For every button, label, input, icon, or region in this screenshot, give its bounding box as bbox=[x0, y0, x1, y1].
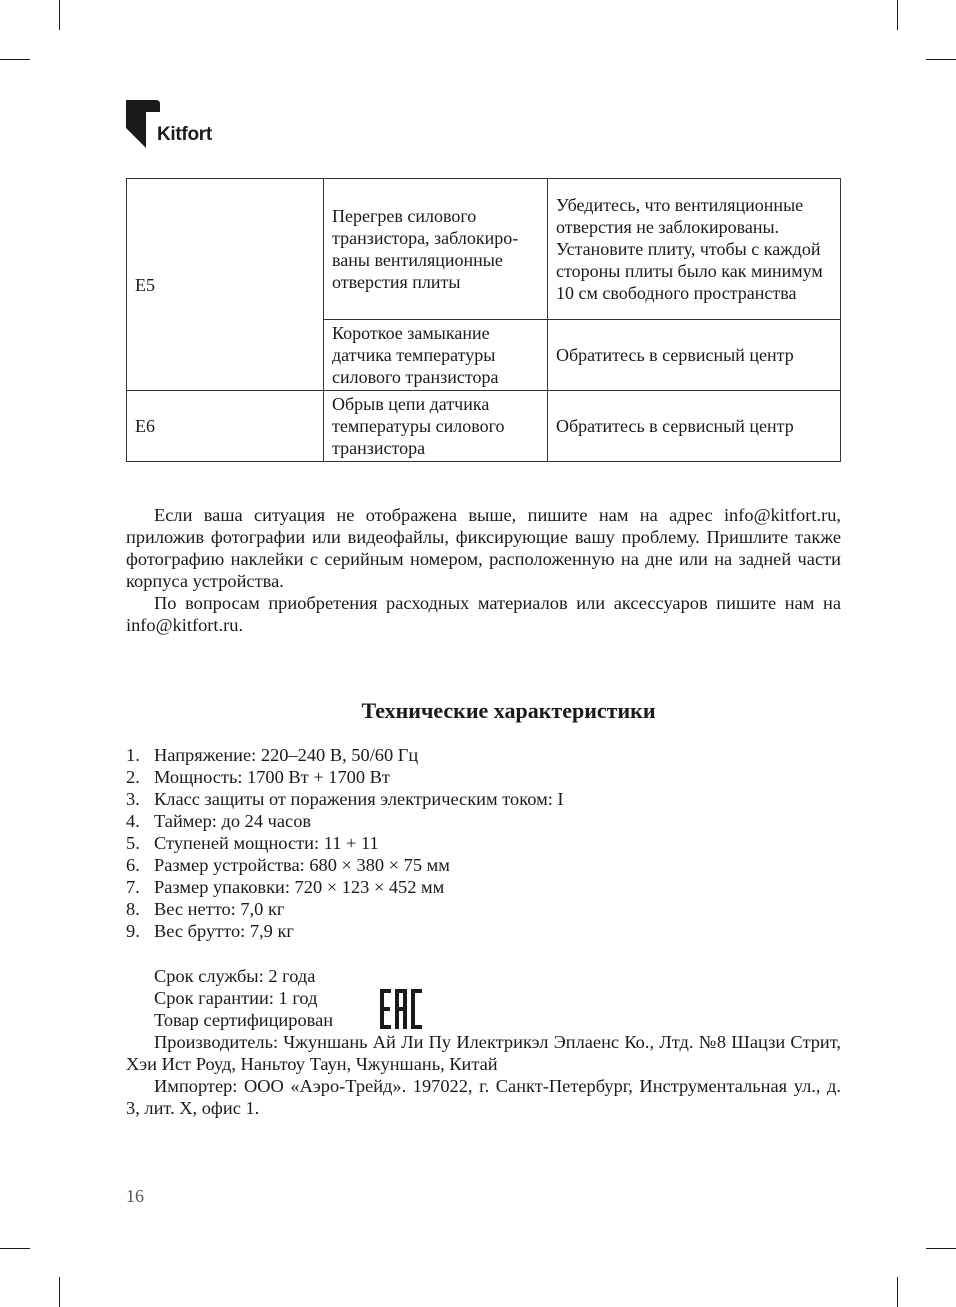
error-solution: Убедитесь, что вентиляционные отверстия не заблокированы. Установите плиту, чтобы с каждой стороны плиты было как минимум 10 см свободного пространства bbox=[548, 179, 841, 320]
list-number: 7. bbox=[126, 877, 140, 897]
brand-name: Kitfort bbox=[157, 124, 212, 145]
list-text: Таймер: до 24 часов bbox=[154, 811, 312, 831]
manufacturer-paragraph bbox=[126, 1031, 841, 1119]
warranty-period: Срок гарантии: 1 год bbox=[154, 988, 318, 1008]
list-number: 3. bbox=[126, 789, 140, 809]
crop-mark bbox=[926, 59, 956, 60]
error-cause: Короткое замыкание датчика температуры силового транзистора bbox=[324, 320, 548, 391]
table-row bbox=[127, 391, 841, 462]
crop-mark bbox=[897, 1277, 898, 1307]
list-item bbox=[126, 898, 564, 920]
crop-mark bbox=[897, 0, 898, 30]
list-item bbox=[126, 766, 564, 788]
certification-note: Товар сертифицирован bbox=[154, 1010, 334, 1030]
list-number: 6. bbox=[126, 855, 140, 875]
crop-mark bbox=[0, 59, 30, 60]
list-text: Вес брутто: 7,9 кг bbox=[154, 921, 294, 941]
list-item bbox=[126, 810, 564, 832]
error-cause: Перегрев силового транзистора, заблокиро-ваны вентиляционные отверстия плиты bbox=[324, 179, 548, 320]
list-text: Размер устройства: 680 × 380 × 75 мм bbox=[154, 855, 450, 875]
list-text: Ступеней мощности: 11 + 11 bbox=[154, 833, 379, 853]
list-number: 2. bbox=[126, 767, 140, 787]
eac-mark-icon bbox=[380, 989, 422, 1029]
list-text: Мощность: 1700 Вт + 1700 Вт bbox=[154, 767, 390, 787]
importer-text: Импортер: ООО «Аэро-Трейд». 197022, г. Санкт-Петербург, Инструментальная ул., д. 3, лит. Х, офис 1. bbox=[126, 1076, 841, 1118]
crop-mark bbox=[59, 0, 60, 30]
crop-mark bbox=[59, 1277, 60, 1307]
list-text: Вес нетто: 7,0 кг bbox=[154, 899, 285, 919]
manufacturer-text: Производитель: Чжуншань Ай Ли Пу Илектрикэл Эплаенс Ко., Лтд. №8 Шацзи Стрит, Хэи Ист Роуд, Наньтоу Таун, Чжуншань, Китай bbox=[126, 1032, 841, 1074]
list-number: 5. bbox=[126, 833, 140, 853]
crop-mark bbox=[926, 1248, 956, 1249]
error-cause: Обрыв цепи датчика температуры силового транзистора bbox=[324, 391, 548, 462]
specs-list bbox=[126, 744, 564, 942]
error-table bbox=[126, 178, 841, 462]
list-item bbox=[126, 832, 564, 854]
crop-mark bbox=[0, 1248, 30, 1249]
list-number: 8. bbox=[126, 899, 140, 919]
list-item bbox=[126, 876, 564, 898]
error-solution: Обратитесь в сервисный центр bbox=[548, 320, 841, 391]
contact-text: Если ваша ситуация не отображена выше, пишите нам на адрес info@kitfort.ru, приложив фотографии или видеофайлы, фиксирующие вашу проблему. Пришлите также фотографию наклейки с серийным номером, расположенную на дне или на задней части корпуса устройства. bbox=[126, 505, 841, 591]
error-code: E6 bbox=[127, 391, 324, 462]
list-item bbox=[126, 854, 564, 876]
specs-title: Технические характеристики bbox=[361, 698, 656, 723]
service-life: Срок службы: 2 года bbox=[154, 966, 316, 986]
list-text: Напряжение: 220–240 В, 50/60 Гц bbox=[154, 745, 419, 765]
warranty-info bbox=[154, 965, 333, 1031]
list-item bbox=[126, 920, 564, 942]
error-code: E5 bbox=[127, 179, 324, 391]
accessories-text: По вопросам приобретения расходных материалов или аксессуаров пишите нам на info@kitfort.ru. bbox=[126, 593, 841, 635]
list-item bbox=[126, 744, 564, 766]
list-number: 1. bbox=[126, 745, 140, 765]
contact-paragraph bbox=[126, 504, 841, 636]
error-solution: Обратитесь в сервисный центр bbox=[548, 391, 841, 462]
list-text: Класс защиты от поражения электрическим током: I bbox=[154, 789, 564, 809]
kitfort-logo-icon bbox=[126, 100, 160, 148]
list-number: 4. bbox=[126, 811, 140, 831]
table-row bbox=[127, 179, 841, 320]
page-number: 16 bbox=[126, 1186, 144, 1206]
list-text: Размер упаковки: 720 × 123 × 452 мм bbox=[154, 877, 445, 897]
list-number: 9. bbox=[126, 921, 140, 941]
list-item bbox=[126, 788, 564, 810]
